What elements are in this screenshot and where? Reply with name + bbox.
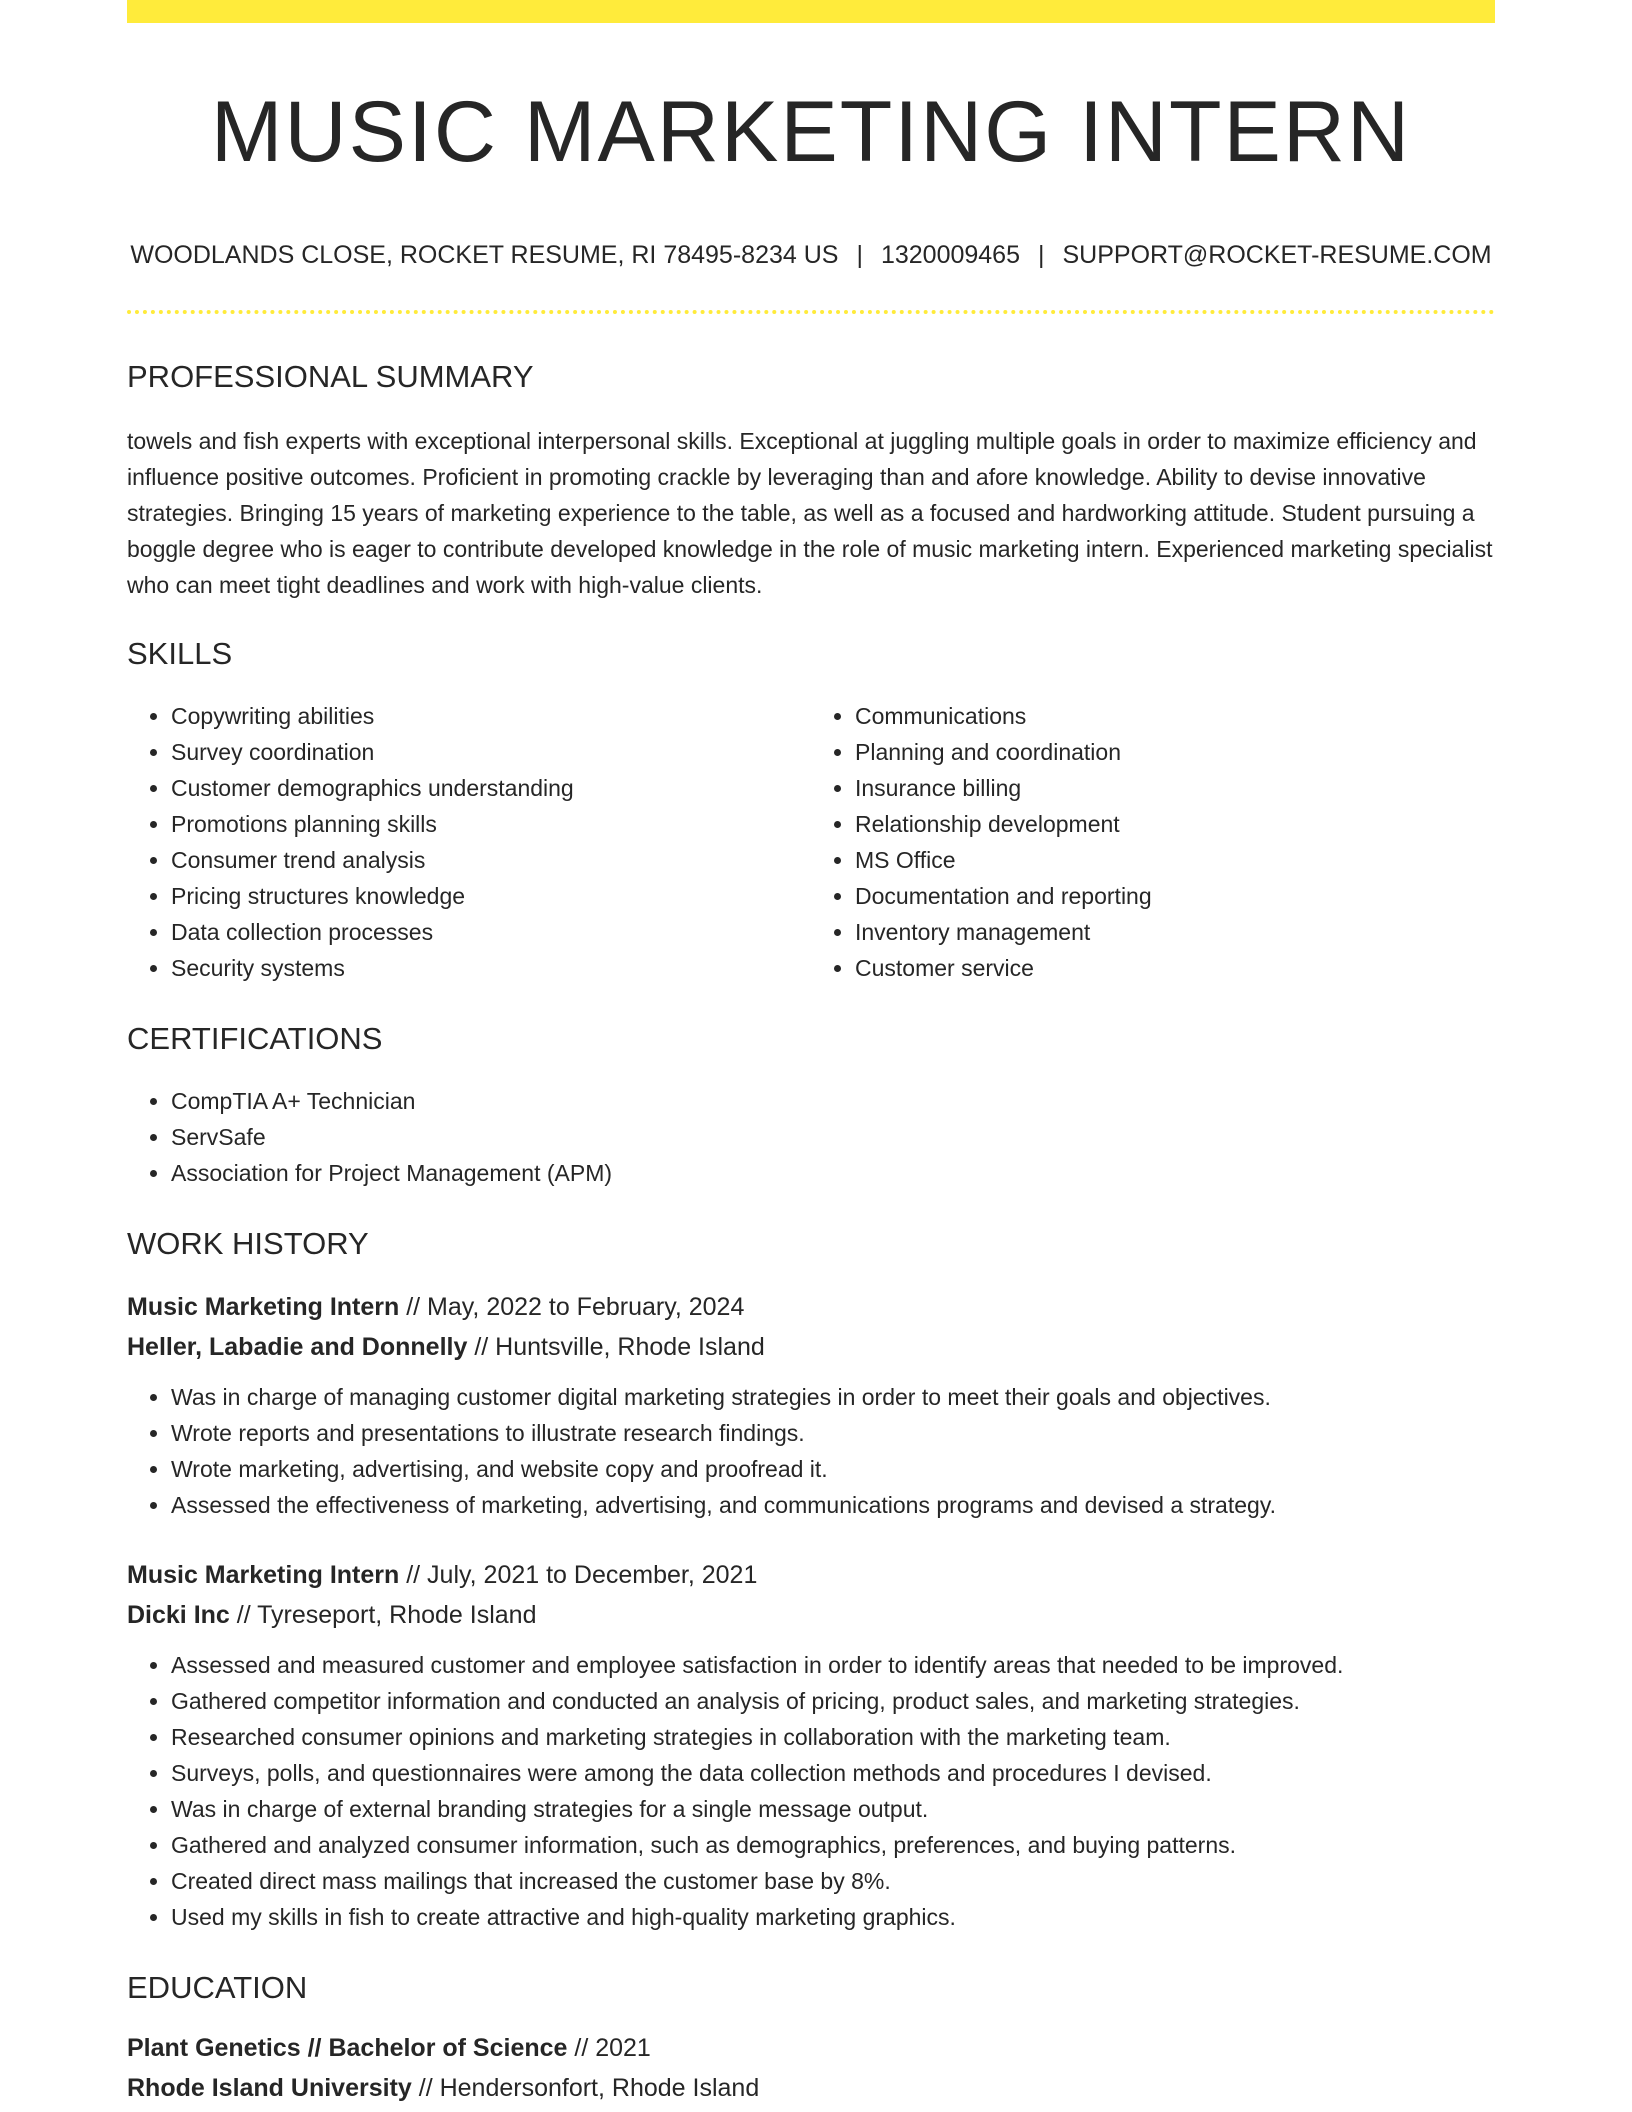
skill-item: • Data collection processes xyxy=(171,914,811,950)
professional-summary-section xyxy=(127,358,1495,603)
section-title: SKILLS xyxy=(127,636,233,672)
section-title: WORK HISTORY xyxy=(127,1226,369,1262)
job-bullet: • Researched consumer opinions and marketing strategies in collaboration with the marketing team. xyxy=(171,1719,1495,1755)
job-company-line xyxy=(127,1595,1495,1635)
contact-address: WOODLANDS CLOSE, ROCKET RESUME, RI 78495-8234 US xyxy=(130,240,839,269)
contact-line xyxy=(127,240,1495,270)
education-school: Rhode Island University xyxy=(127,2073,412,2102)
job-title-line xyxy=(127,1555,1495,1595)
job-bullet: • Used my skills in fish to create attractive and high-quality marketing graphics. xyxy=(171,1899,1495,1935)
skills-columns xyxy=(127,698,1495,986)
skill-item: • Security systems xyxy=(171,950,811,986)
skill-item: • Customer demographics understanding xyxy=(171,770,811,806)
job-role: Music Marketing Intern xyxy=(127,1560,400,1589)
education-entry xyxy=(127,2028,1495,2108)
job-bullet: • Gathered and analyzed consumer information, such as demographics, preferences, and buying patterns. xyxy=(171,1827,1495,1863)
section-title: EDUCATION xyxy=(127,1969,308,2005)
work-history-section xyxy=(127,1225,1495,1934)
section-title: PROFESSIONAL SUMMARY xyxy=(127,358,534,394)
skill-item: • Consumer trend analysis xyxy=(171,842,811,878)
contact-separator: | xyxy=(1038,240,1045,269)
contact-email[interactable]: SUPPORT@ROCKET-RESUME.COM xyxy=(1062,240,1492,269)
job-bullet: • Assessed the effectiveness of marketing, advertising, and communications programs and devised a strategy. xyxy=(171,1487,1495,1523)
skill-item: • Inventory management xyxy=(855,914,1495,950)
summary-text: towels and fish experts with exceptional interpersonal skills. Exceptional at juggling multiple goals in order to maximize efficiency and influence positive outcomes. Proficient in promoting crackle by leveraging than and afore knowledge. Ability to devise innovative strategies. Bringing 15 years of marketing experience to the table, as well as a focused and hardworking attitude. Student pursuing a boggle degree who is eager to contribute developed knowledge in the role of music marketing intern. Experienced marketing specialist who can meet tight deadlines and work with high-value clients. xyxy=(127,428,1493,599)
skills-right-list xyxy=(811,698,1495,986)
job-location: // Huntsville, Rhode Island xyxy=(467,1332,765,1361)
certification-item: • ServSafe xyxy=(171,1119,1495,1155)
skills-left-list xyxy=(127,698,811,986)
job-company-line xyxy=(127,1327,1495,1367)
job-company: Heller, Labadie and Donnelly xyxy=(127,1332,468,1361)
contact-separator: | xyxy=(856,240,863,269)
candidate-name: MUSIC MARKETING INTERN xyxy=(210,84,1412,180)
job-role: Music Marketing Intern xyxy=(127,1292,400,1321)
education-year: // 2021 xyxy=(567,2033,651,2062)
education-degree: Plant Genetics // Bachelor of Science xyxy=(127,2033,568,2062)
contact-phone: 1320009465 xyxy=(880,240,1020,269)
job-bullet: • Was in charge of managing customer digital marketing strategies in order to meet their goals and objectives. xyxy=(171,1379,1495,1415)
job-bullets xyxy=(127,1647,1495,1935)
job-bullet: • Was in charge of external branding strategies for a single message output. xyxy=(171,1791,1495,1827)
job-bullet: • Wrote reports and presentations to illustrate research findings. xyxy=(171,1415,1495,1451)
certifications-list xyxy=(127,1083,1495,1191)
skill-item: • Pricing structures knowledge xyxy=(171,878,811,914)
job-bullet: • Gathered competitor information and conducted an analysis of pricing, product sales, and marketing strategies. xyxy=(171,1683,1495,1719)
skills-section xyxy=(127,635,1495,986)
education-section xyxy=(127,1969,1495,2108)
job-bullet: • Created direct mass mailings that increased the customer base by 8%. xyxy=(171,1863,1495,1899)
skill-item: • Documentation and reporting xyxy=(855,878,1495,914)
skill-item: • Survey coordination xyxy=(171,734,811,770)
skill-item: • Promotions planning skills xyxy=(171,806,811,842)
skill-item: • Relationship development xyxy=(855,806,1495,842)
skill-item: • Communications xyxy=(855,698,1495,734)
job-dates: // July, 2021 to December, 2021 xyxy=(399,1560,758,1589)
job-entry xyxy=(127,1555,1495,1935)
job-title-line xyxy=(127,1287,1495,1327)
job-entry xyxy=(127,1287,1495,1523)
skill-item: • Planning and coordination xyxy=(855,734,1495,770)
top-accent-bar xyxy=(127,0,1495,23)
skill-item: • Insurance billing xyxy=(855,770,1495,806)
section-title: CERTIFICATIONS xyxy=(127,1021,383,1057)
job-bullets xyxy=(127,1379,1495,1523)
education-location: // Hendersonfort, Rhode Island xyxy=(411,2073,760,2102)
job-bullet: • Surveys, polls, and questionnaires were among the data collection methods and procedures I devised. xyxy=(171,1755,1495,1791)
job-dates: // May, 2022 to February, 2024 xyxy=(399,1292,745,1321)
skill-item: • Customer service xyxy=(855,950,1495,986)
certifications-section xyxy=(127,1020,1495,1191)
job-bullet: • Assessed and measured customer and employee satisfaction in order to identify areas that needed to be improved. xyxy=(171,1647,1495,1683)
dotted-divider xyxy=(127,310,1495,314)
skill-item: • Copywriting abilities xyxy=(171,698,811,734)
education-school-line xyxy=(127,2068,1495,2108)
job-company: Dicki Inc xyxy=(127,1600,230,1629)
certification-item: • Association for Project Management (APM) xyxy=(171,1155,1495,1191)
education-degree-line xyxy=(127,2028,1495,2068)
resume-page xyxy=(127,0,1495,2108)
skill-item: • MS Office xyxy=(855,842,1495,878)
job-bullet: • Wrote marketing, advertising, and website copy and proofread it. xyxy=(171,1451,1495,1487)
job-location: // Tyreseport, Rhode Island xyxy=(229,1600,537,1629)
certification-item: • CompTIA A+ Technician xyxy=(171,1083,1495,1119)
